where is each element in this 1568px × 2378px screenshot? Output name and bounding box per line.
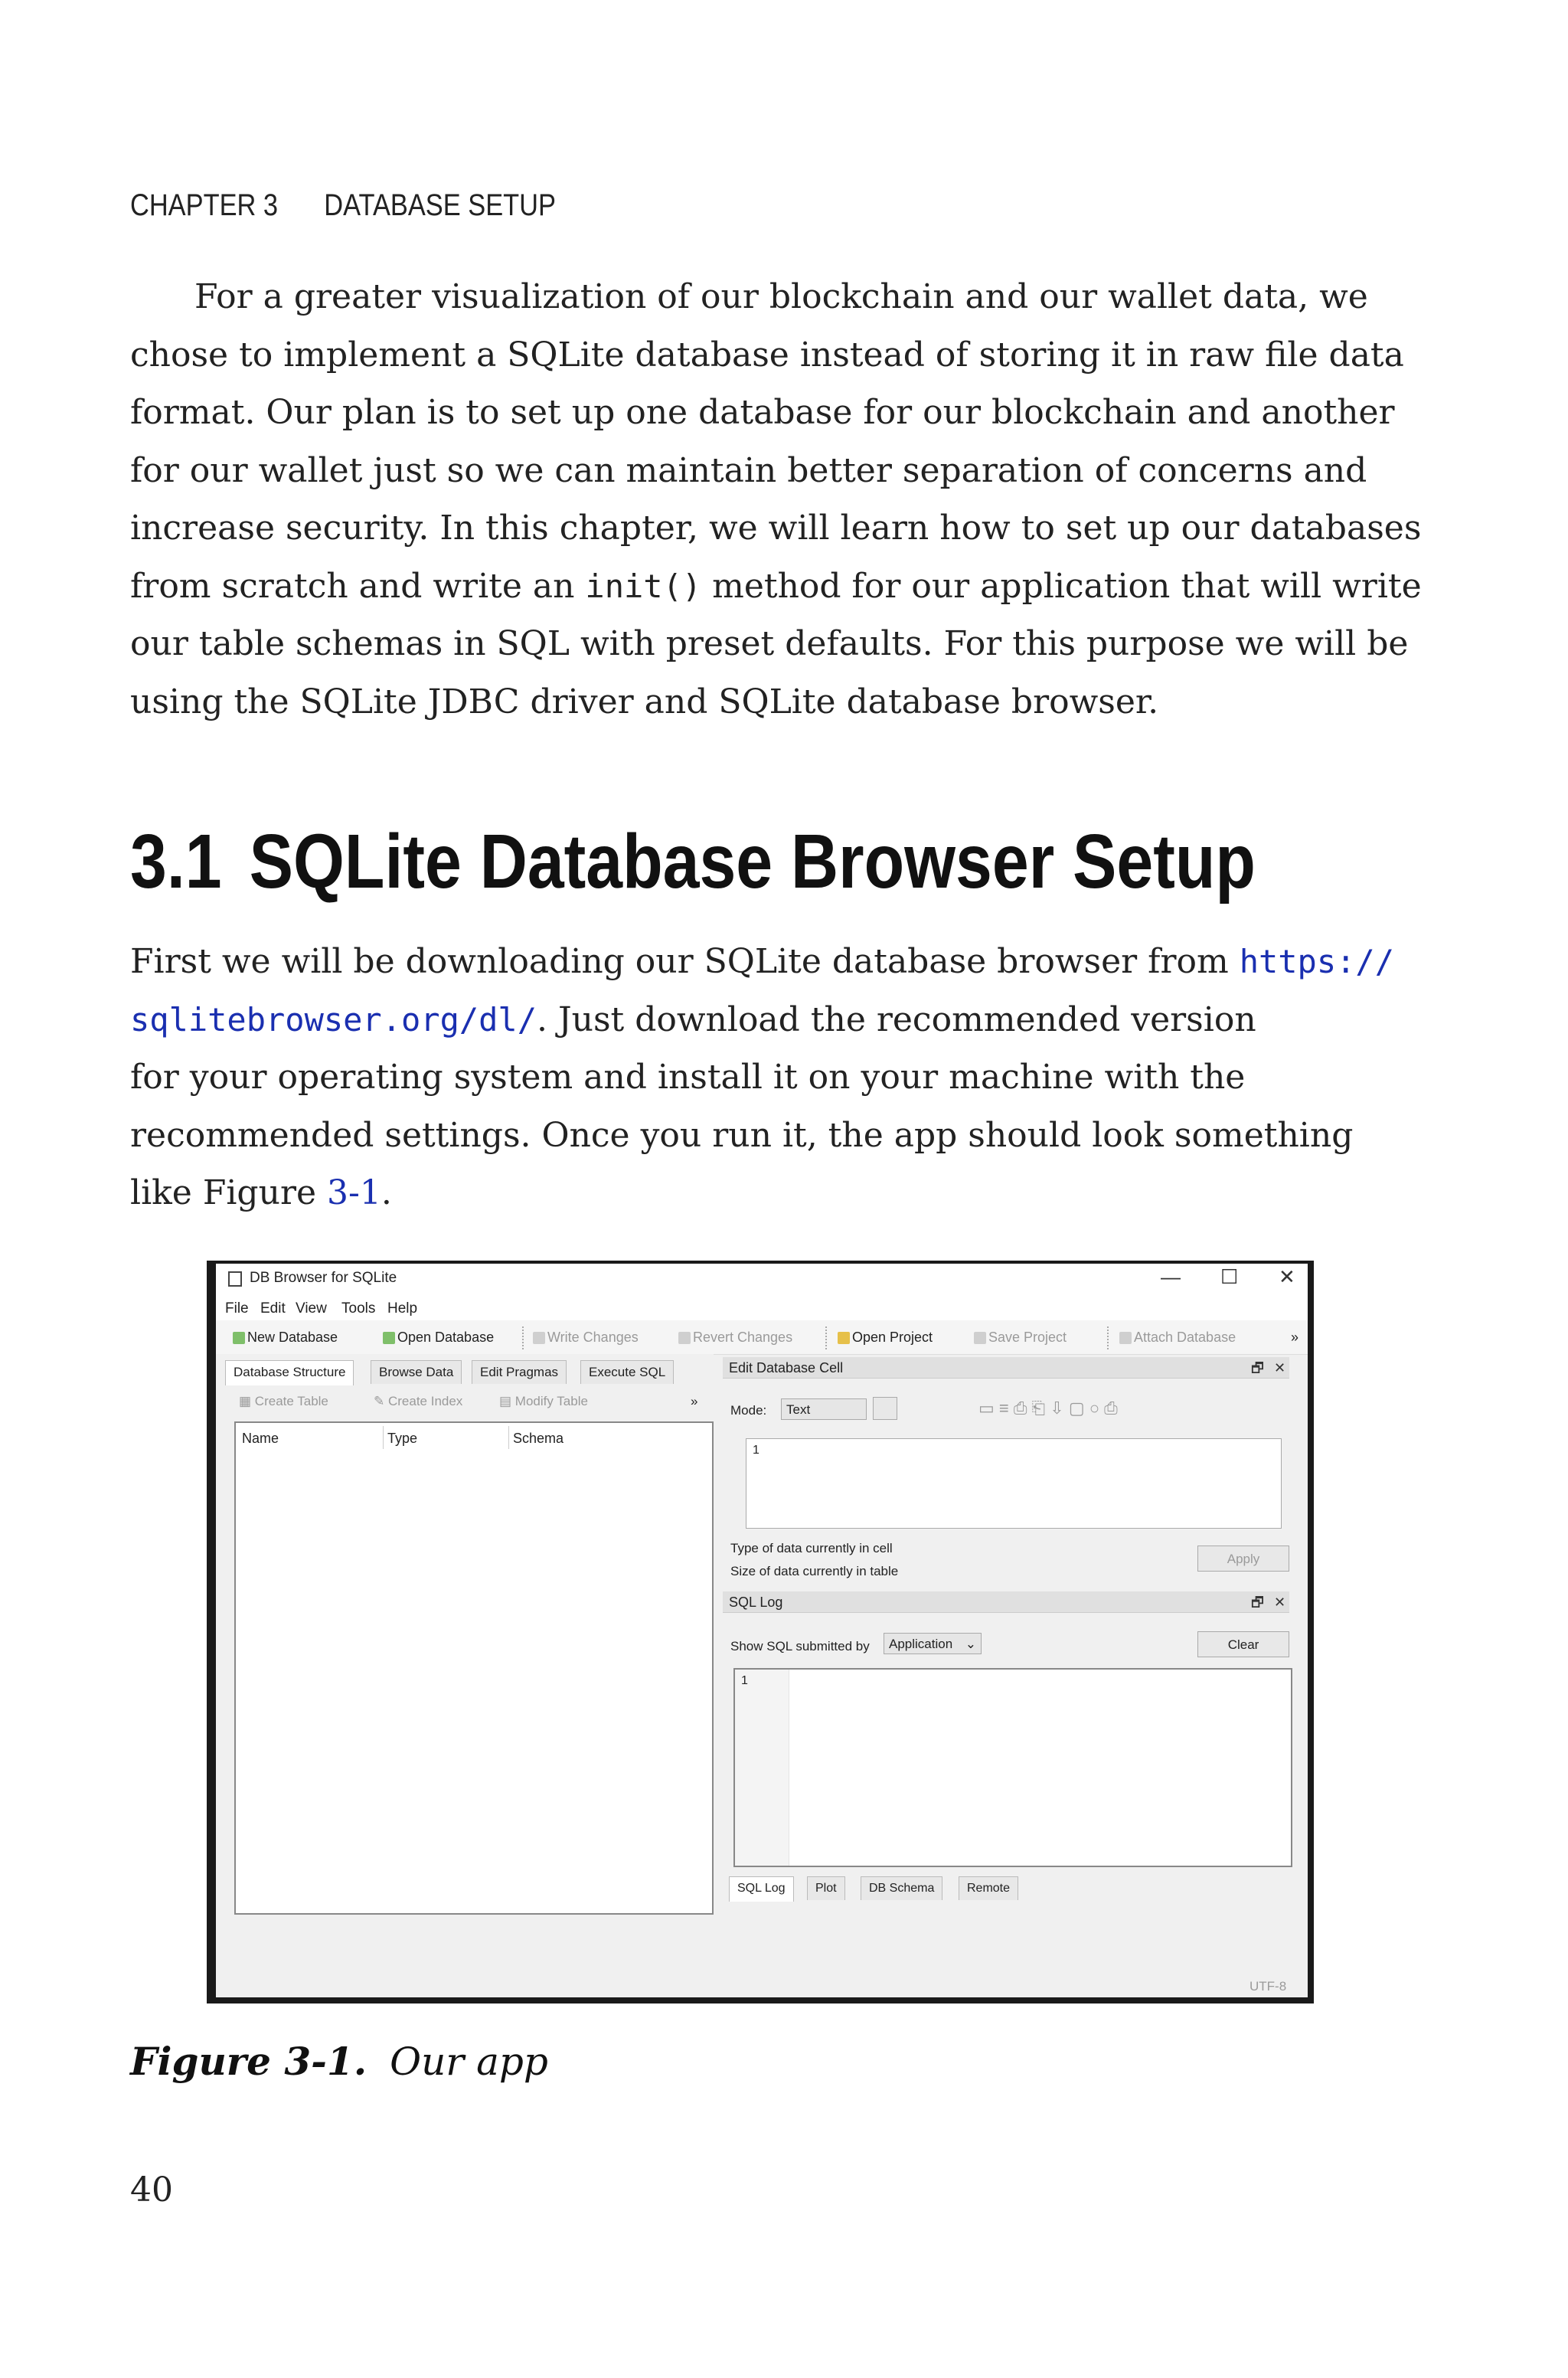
submitted-by-label: Show SQL submitted by: [730, 1639, 870, 1653]
app-icon: [228, 1271, 242, 1287]
download-link[interactable]: https://: [1239, 943, 1394, 980]
write-changes-icon: [533, 1332, 545, 1344]
app-window: [216, 1264, 1308, 1997]
toolbar-separator: [522, 1326, 524, 1349]
size-info-label: Size of data currently in table: [730, 1564, 899, 1578]
app-screenshot: [207, 1261, 1314, 2003]
section-number: 3.1: [130, 819, 222, 904]
intro-line: format. Our plan is to set up one database for our blockchain and another: [130, 393, 1395, 432]
tab-sql-log[interactable]: SQL Log: [729, 1876, 794, 1902]
window-title: DB Browser for SQLite: [250, 1270, 397, 1286]
para-line: for your operating system and install it on your machine with the: [130, 1058, 1246, 1097]
minimize-button[interactable]: —: [1161, 1265, 1181, 1288]
line-number-gutter: [735, 1670, 789, 1866]
attach-database-label: Attach Database: [1134, 1330, 1236, 1345]
modify-table-button[interactable]: [499, 1394, 588, 1409]
intro-paragraph: [130, 268, 1422, 731]
page-number: 40: [130, 2170, 173, 2210]
revert-changes-label: Revert Changes: [693, 1330, 793, 1345]
edit-cell-header: [723, 1357, 1289, 1379]
intro-line: For a greater visualization of our blockchain and our wallet data, we: [194, 277, 1368, 316]
toolbar-overflow-icon[interactable]: »: [1291, 1330, 1299, 1345]
create-table-icon: ▦: [239, 1394, 255, 1408]
create-table-label: Create Table: [254, 1394, 328, 1408]
intro-line: [130, 558, 1422, 616]
intro-line: our table schemas in SQL with preset defaults. For this purpose we will be: [130, 624, 1409, 663]
tab-edit-pragmas[interactable]: Edit Pragmas: [472, 1360, 567, 1384]
auto-switch-icon[interactable]: [873, 1397, 897, 1420]
status-bar: [216, 1976, 1308, 1997]
column-type[interactable]: Type: [387, 1431, 418, 1446]
type-info-label: Type of data currently in cell: [730, 1541, 893, 1555]
menu-edit[interactable]: Edit: [260, 1300, 286, 1317]
modify-table-label: Modify Table: [514, 1394, 588, 1408]
para-line: recommended settings. Once you run it, the app should look something: [130, 1115, 1354, 1155]
new-database-button[interactable]: [233, 1330, 338, 1346]
intro-text: method for our application that will write: [701, 566, 1422, 606]
menu-help[interactable]: Help: [387, 1300, 418, 1317]
save-project-label: Save Project: [988, 1330, 1067, 1345]
column-separator: [508, 1426, 509, 1449]
column-schema[interactable]: Schema: [513, 1431, 564, 1446]
init-code: init(): [585, 567, 702, 605]
sql-log-editor[interactable]: [733, 1668, 1292, 1867]
para-text: . Just download the recommended version: [537, 999, 1256, 1039]
create-index-button[interactable]: [374, 1394, 462, 1409]
clear-button[interactable]: Clear: [1197, 1631, 1289, 1657]
para-text: First we will be downloading our SQLite database browser from: [130, 942, 1240, 981]
toolbar-separator: [825, 1326, 827, 1349]
docks-pane: [723, 1354, 1308, 1997]
close-button[interactable]: ✕: [1279, 1265, 1295, 1288]
intro-line: for our wallet just so we can maintain better separation of concerns and: [130, 450, 1367, 490]
intro-line: increase security. In this chapter, we will learn how to set up our databases: [130, 509, 1422, 548]
close-dock-icon[interactable]: ✕: [1274, 1360, 1286, 1375]
main-toolbar: [216, 1320, 1308, 1355]
setup-paragraph: [130, 933, 1416, 1222]
tab-browse-data[interactable]: Browse Data: [371, 1360, 462, 1384]
running-head: [130, 188, 556, 223]
attach-database-icon: [1119, 1332, 1132, 1344]
new-database-icon: [233, 1332, 245, 1344]
column-separator: [383, 1426, 384, 1449]
figure-reference-link[interactable]: 3-1: [327, 1173, 381, 1212]
float-dock-icon[interactable]: 🗗: [1251, 1595, 1264, 1610]
new-database-label: New Database: [247, 1330, 338, 1345]
encoding-label: UTF-8: [1250, 1979, 1287, 1994]
apply-button[interactable]: Apply: [1197, 1546, 1289, 1572]
menu-file[interactable]: File: [225, 1300, 249, 1317]
section-heading: [130, 818, 1256, 906]
chapter-label: CHAPTER 3: [130, 188, 279, 222]
submitted-by-value: Application: [889, 1637, 953, 1651]
mode-value: Text: [786, 1402, 811, 1417]
para-line: [130, 991, 1416, 1049]
menu-tools[interactable]: Tools: [341, 1300, 376, 1317]
tab-database-structure[interactable]: Database Structure: [225, 1360, 354, 1385]
mode-select[interactable]: [781, 1398, 867, 1420]
submitted-by-select[interactable]: [884, 1633, 982, 1654]
menu-bar: [216, 1294, 1308, 1320]
para-text: like Figure: [130, 1173, 327, 1212]
open-database-icon: [383, 1332, 395, 1344]
revert-changes-button[interactable]: [678, 1330, 792, 1346]
para-line: [130, 1164, 1416, 1222]
line-number: 1: [741, 1674, 748, 1687]
intro-text: from scratch and write an: [130, 566, 586, 606]
attach-database-button[interactable]: [1119, 1330, 1236, 1346]
cell-value: 1: [753, 1444, 760, 1457]
sql-log-title: SQL Log: [729, 1595, 783, 1610]
structure-pane: [216, 1354, 714, 1997]
edit-cell-title: Edit Database Cell: [729, 1360, 844, 1375]
write-changes-button[interactable]: [533, 1330, 639, 1346]
create-index-label: Create Index: [387, 1394, 463, 1408]
revert-changes-icon: [678, 1332, 691, 1344]
figure-caption: [130, 2039, 548, 2084]
float-dock-icon[interactable]: 🗗: [1251, 1360, 1264, 1375]
section-title: SQLite Database Browser Setup: [249, 819, 1256, 904]
tab-plot[interactable]: Plot: [807, 1876, 845, 1900]
open-project-button[interactable]: [838, 1330, 933, 1346]
sql-log-header: [723, 1591, 1289, 1613]
close-dock-icon[interactable]: ✕: [1274, 1595, 1286, 1610]
cell-editor[interactable]: [746, 1438, 1282, 1529]
tab-remote[interactable]: Remote: [959, 1876, 1018, 1900]
intro-line: chose to implement a SQLite database instead of storing it in raw file data: [130, 335, 1404, 375]
para-text: .: [381, 1173, 392, 1212]
tab-db-schema[interactable]: DB Schema: [861, 1876, 942, 1900]
figure-caption-text: Our app: [390, 2039, 548, 2084]
structure-overflow-icon[interactable]: »: [691, 1394, 698, 1408]
create-index-icon: ✎: [374, 1394, 388, 1408]
open-project-icon: [838, 1332, 850, 1344]
save-project-button[interactable]: [974, 1330, 1067, 1346]
chevron-down-icon: ⌄: [965, 1637, 976, 1651]
para-line: [130, 933, 1416, 991]
intro-line: using the SQLite JDBC driver and SQLite database browser.: [130, 682, 1159, 721]
chapter-title: DATABASE SETUP: [324, 188, 556, 222]
open-database-label: Open Database: [397, 1330, 495, 1345]
toolbar-separator: [1107, 1326, 1109, 1349]
menu-view[interactable]: View: [296, 1300, 327, 1317]
write-changes-label: Write Changes: [547, 1330, 639, 1345]
cell-toolbar-icons[interactable]: ▭ ≡ ⎙ ⎗ ⇩ ▢ ○ ⎙: [978, 1398, 1118, 1418]
figure-label: Figure 3-1.: [130, 2039, 368, 2084]
maximize-button[interactable]: ☐: [1220, 1265, 1239, 1288]
tab-execute-sql[interactable]: Execute SQL: [580, 1360, 674, 1384]
create-table-button[interactable]: [239, 1394, 328, 1409]
open-project-label: Open Project: [852, 1330, 933, 1345]
open-database-button[interactable]: [383, 1330, 494, 1346]
download-link-cont[interactable]: sqlitebrowser.org/dl/: [130, 1000, 537, 1039]
schema-tree[interactable]: [234, 1421, 714, 1915]
mode-label: Mode:: [730, 1403, 767, 1418]
save-project-icon: [974, 1332, 986, 1344]
title-bar: [216, 1264, 1308, 1294]
modify-table-icon: ▤: [499, 1394, 515, 1408]
column-name[interactable]: Name: [242, 1431, 279, 1446]
